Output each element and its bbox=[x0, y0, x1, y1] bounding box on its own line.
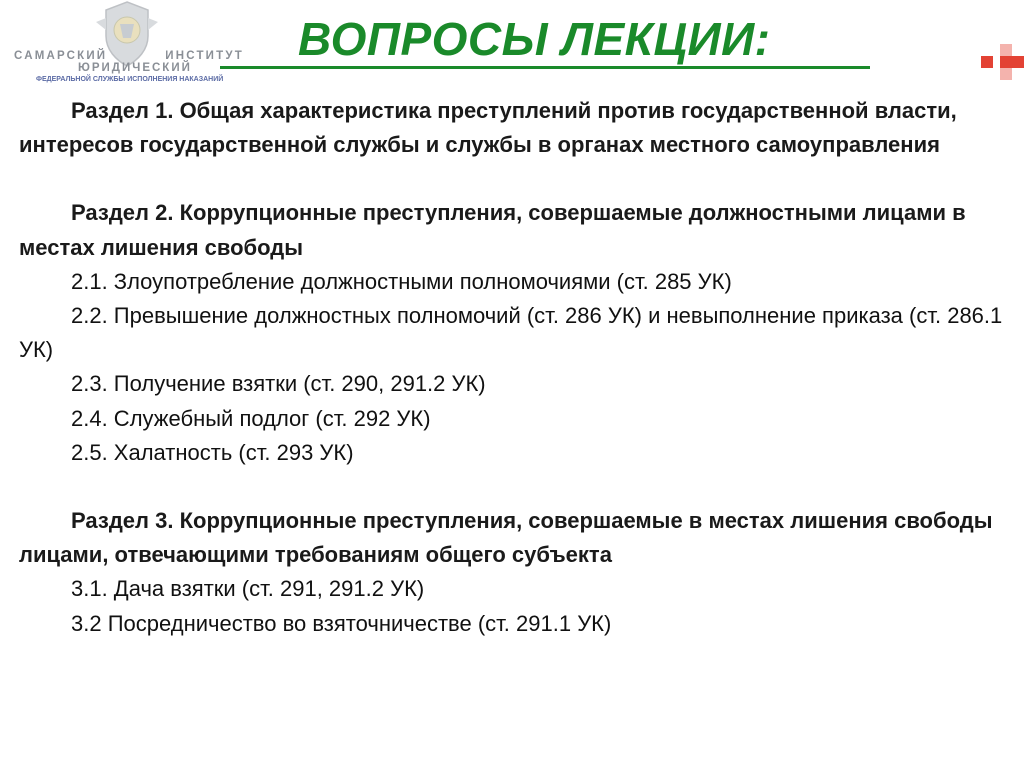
section-1-heading: Раздел 1. Общая характеристика преступлений против государственной власти, интересов государственной службы и службы в органах местного самоуправления bbox=[19, 98, 957, 158]
section-2-item-5: 2.5. Халатность (ст. 293 УК) bbox=[71, 439, 354, 465]
slide-title: ВОПРОСЫ ЛЕКЦИИ: bbox=[298, 13, 771, 65]
decor-square bbox=[1012, 56, 1024, 68]
logo-text-line3: ФЕДЕРАЛЬНОЙ СЛУЖБЫ ИСПОЛНЕНИЯ НАКАЗАНИЙ bbox=[36, 76, 224, 83]
section-2-item-4: 2.4. Служебный подлог (ст. 292 УК) bbox=[71, 405, 431, 431]
logo-text-line1 bbox=[14, 50, 244, 62]
logo-text-institute: ИНСТИТУТ bbox=[165, 50, 244, 62]
section-2-item-3: 2.3. Получение взятки (ст. 290, 291.2 УК) bbox=[71, 371, 486, 397]
decor-square bbox=[1000, 44, 1012, 56]
section-2-item-1: 2.1. Злоупотребление должностными полномочиями (ст. 285 УК) bbox=[71, 268, 732, 294]
title-underline bbox=[220, 66, 870, 69]
section-2-item-2: 2.2. Превышение должностных полномочий (ст. 286 УК) и невыполнение приказа (ст. 286.1 УК) bbox=[19, 303, 1003, 363]
institute-logo bbox=[8, 0, 244, 90]
logo-text-samara: САМАРСКИЙ bbox=[14, 50, 108, 62]
decor-square bbox=[981, 56, 993, 68]
section-2-heading: Раздел 2. Коррупционные преступления, совершаемые должностными лицами в местах лишения свободы bbox=[19, 200, 966, 260]
section-3-heading: Раздел 3. Коррупционные преступления, совершаемые в местах лишения свободы лицами, отвечающими требованиям общего субъекта bbox=[19, 508, 993, 568]
decor-square bbox=[1000, 56, 1012, 68]
lecture-questions bbox=[19, 94, 1009, 641]
logo-text-line2: ЮРИДИЧЕСКИЙ bbox=[78, 62, 192, 74]
decor-square bbox=[1000, 68, 1012, 80]
section-3-item-1: 3.1. Дача взятки (ст. 291, 291.2 УК) bbox=[71, 576, 425, 602]
section-3-item-2: 3.2 Посредничество во взяточничестве (ст. 291.1 УК) bbox=[71, 610, 612, 636]
